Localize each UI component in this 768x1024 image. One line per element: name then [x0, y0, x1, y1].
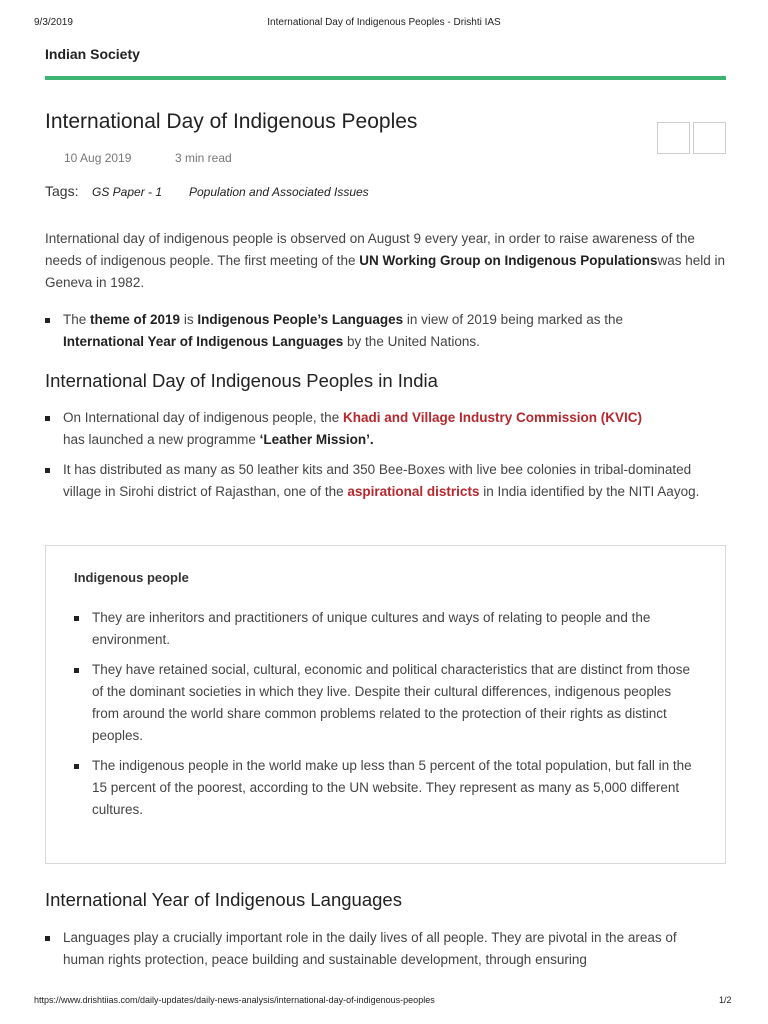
publish-date: 10 Aug 2019	[64, 151, 132, 165]
print-url: https://www.drishtiias.com/daily-updates/daily-news-analysis/international-day-of-indigenous-peoples	[34, 995, 435, 1005]
aspirational-districts-link[interactable]: aspirational districts	[347, 484, 480, 499]
share-button-secondary[interactable]	[693, 122, 726, 154]
section-heading-year: International Year of Indigenous Languages	[45, 889, 402, 910]
info-box-title: Indigenous people	[74, 570, 189, 585]
share-button[interactable]	[657, 122, 690, 154]
tag-gs-paper[interactable]: GS Paper - 1	[92, 185, 163, 199]
page-number: 1/2	[719, 995, 732, 1005]
read-time: 3 min read	[175, 151, 232, 165]
kvic-link[interactable]: Khadi and Village Industry Commission (KVIC)	[342, 410, 643, 425]
list-item: It has distributed as many as 50 leather kits and 350 Bee-Boxes with live bee colonies in tribal-dominated village in Sirohi district of Rajasthan, one of the aspirational districts in India identified by the NITI Aayog.	[45, 459, 725, 503]
intro-paragraph: International day of indigenous people is observed on August 9 every year, in order to raise awareness of the needs of indigenous people. The first meeting of the UN Working Group on Indigenous Populationswas held in Geneva in 1982.	[45, 231, 725, 290]
category-divider	[45, 76, 726, 80]
list-item: They are inheritors and practitioners of unique cultures and ways of relating to people and the environment.	[74, 607, 699, 651]
page-title: International Day of Indigenous Peoples	[45, 110, 418, 133]
category-link[interactable]: Indian Society	[45, 46, 140, 62]
section-heading-india: International Day of Indigenous Peoples in India	[45, 370, 438, 391]
tags-label: Tags:	[45, 183, 79, 199]
year-list	[45, 927, 713, 979]
list-item: The theme of 2019 is Indigenous People’s Languages in view of 2019 being marked as the International Year of Indigenous Languages by the United Nations.	[45, 309, 685, 353]
print-date: 9/3/2019	[34, 17, 73, 28]
tag-population[interactable]: Population and Associated Issues	[189, 185, 369, 199]
print-doc-title: International Day of Indigenous Peoples - Drishti IAS	[267, 17, 501, 28]
india-list	[45, 407, 725, 511]
list-item: They have retained social, cultural, economic and political characteristics that are distinct from those of the dominant societies in which they live. Despite their cultural differences, indigenous peoples from around the world share common problems related to the protection of their rights as distinct peoples.	[74, 659, 699, 747]
intro-bold: UN Working Group on Indigenous Populations	[359, 253, 658, 268]
theme-list	[45, 309, 685, 361]
list-item: Languages play a crucially important role in the daily lives of all people. They are pivotal in the areas of human rights protection, peace building and sustainable development, through ensuring	[45, 927, 713, 971]
list-item: The indigenous people in the world make up less than 5 percent of the total population, but fall in the 15 percent of the poorest, according to the UN website. They represent as many as 5,000 different cultures.	[74, 755, 699, 821]
info-box-list	[74, 607, 699, 829]
list-item: On International day of indigenous people, the Khadi and Village Industry Commission (KVIC) has launched a new programme ‘Leather Mission’.	[45, 407, 725, 451]
